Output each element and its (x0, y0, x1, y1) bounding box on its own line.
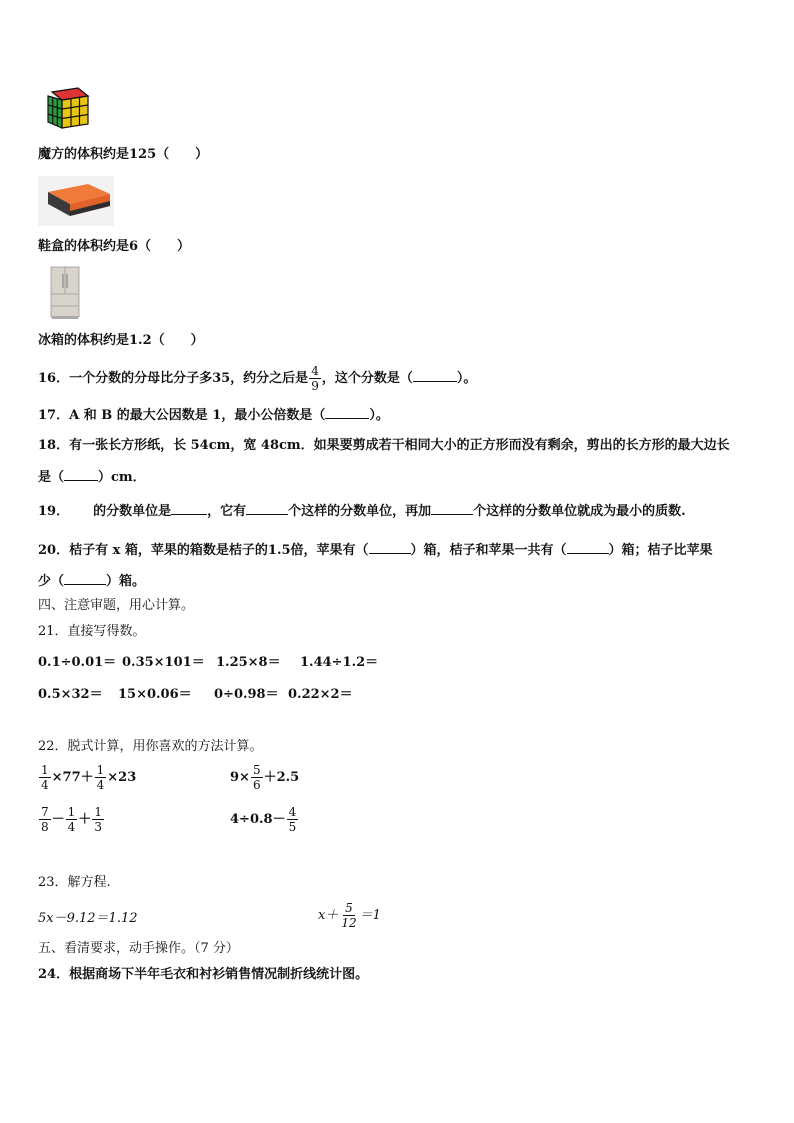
q22-expression-2: 9× $\frac{5}{6}$ ＋2.5 (230, 763, 300, 792)
answer-blank[interactable] (171, 501, 207, 515)
question-23-title: 23．解方程. (38, 875, 111, 890)
q23-equation-2: x＋ $\frac{5}{12}$ ＝1 (318, 901, 381, 930)
answer-blank[interactable] (64, 571, 106, 585)
shoebox-image (38, 176, 114, 226)
question-18-line-1: 18．有一张长方形纸，长 54cm，宽 48cm．如果要剪成若干相同大小的正方形而没有剩余，剪出的长方形的最大边长 (38, 438, 730, 453)
question-24: 24．根据商场下半年毛衣和衬衫销售情况制折线统计图。 (38, 967, 369, 982)
fridge-image (48, 266, 82, 320)
question-21-title: 21．直接写得数。 (38, 624, 146, 639)
cube-volume-question: 魔方的体积约是125（ ） (38, 147, 209, 162)
rubiks-cube-image (44, 86, 92, 130)
answer-blank[interactable] (369, 540, 411, 554)
question-18-line-2: 是（ ）cm． (38, 467, 146, 487)
shoebox-volume-question: 鞋盒的体积约是6（ ） (38, 239, 191, 254)
answer-blank[interactable] (413, 368, 457, 382)
q22-expression-3: $\frac{7}{8}$ － $\frac{1}{4}$ ＋ $\frac{1}{3}$ (41, 805, 102, 834)
fridge-volume-question: 冰箱的体积约是1.2（ ） (38, 333, 204, 348)
question-20-line-1: 20．桔子有 x 箱，苹果的箱数是桔子的1.5倍，苹果有（ ）箱，桔子和苹果一共有（ ）箱；桔子比苹果 (38, 540, 713, 560)
question-20-line-2: 少（ ）箱。 (38, 571, 145, 591)
answer-blank[interactable] (567, 540, 609, 554)
q22-expression-1: $\frac{1}{4}$ ×77＋ $\frac{1}{4}$ ×23 (41, 763, 137, 792)
answer-blank[interactable] (64, 467, 98, 481)
q23-equation-1: 5x－9.12＝1.12 (38, 911, 138, 926)
question-22-title: 22．脱式计算，用你喜欢的方法计算。 (38, 739, 263, 754)
section-4-heading: 四、注意审题，用心计算。 (38, 598, 195, 613)
section-5-heading: 五、看清要求，动手操作。（7 分） (38, 941, 239, 956)
question-16: 16．一个分数的分母比分子多35，约分之后是 $\frac{4}{9}$ ，这个分数是（ ）。 (38, 364, 477, 393)
question-19: 19． 的分数单位是 ，它有 个这样的分数单位，再加 个这样的分数单位就成为最小的质数. (38, 501, 686, 521)
answer-blank[interactable] (325, 405, 369, 419)
answer-blank[interactable] (246, 501, 288, 515)
question-17: 17．A 和 B 的最大公因数是 1，最小公倍数是（ ）。 (38, 405, 389, 425)
fraction-4-9: $\frac{4}{9}$ (311, 364, 319, 393)
q22-expression-4: 4÷0.8－ $\frac{4}{5}$ (230, 805, 297, 834)
answer-blank[interactable] (431, 501, 473, 515)
